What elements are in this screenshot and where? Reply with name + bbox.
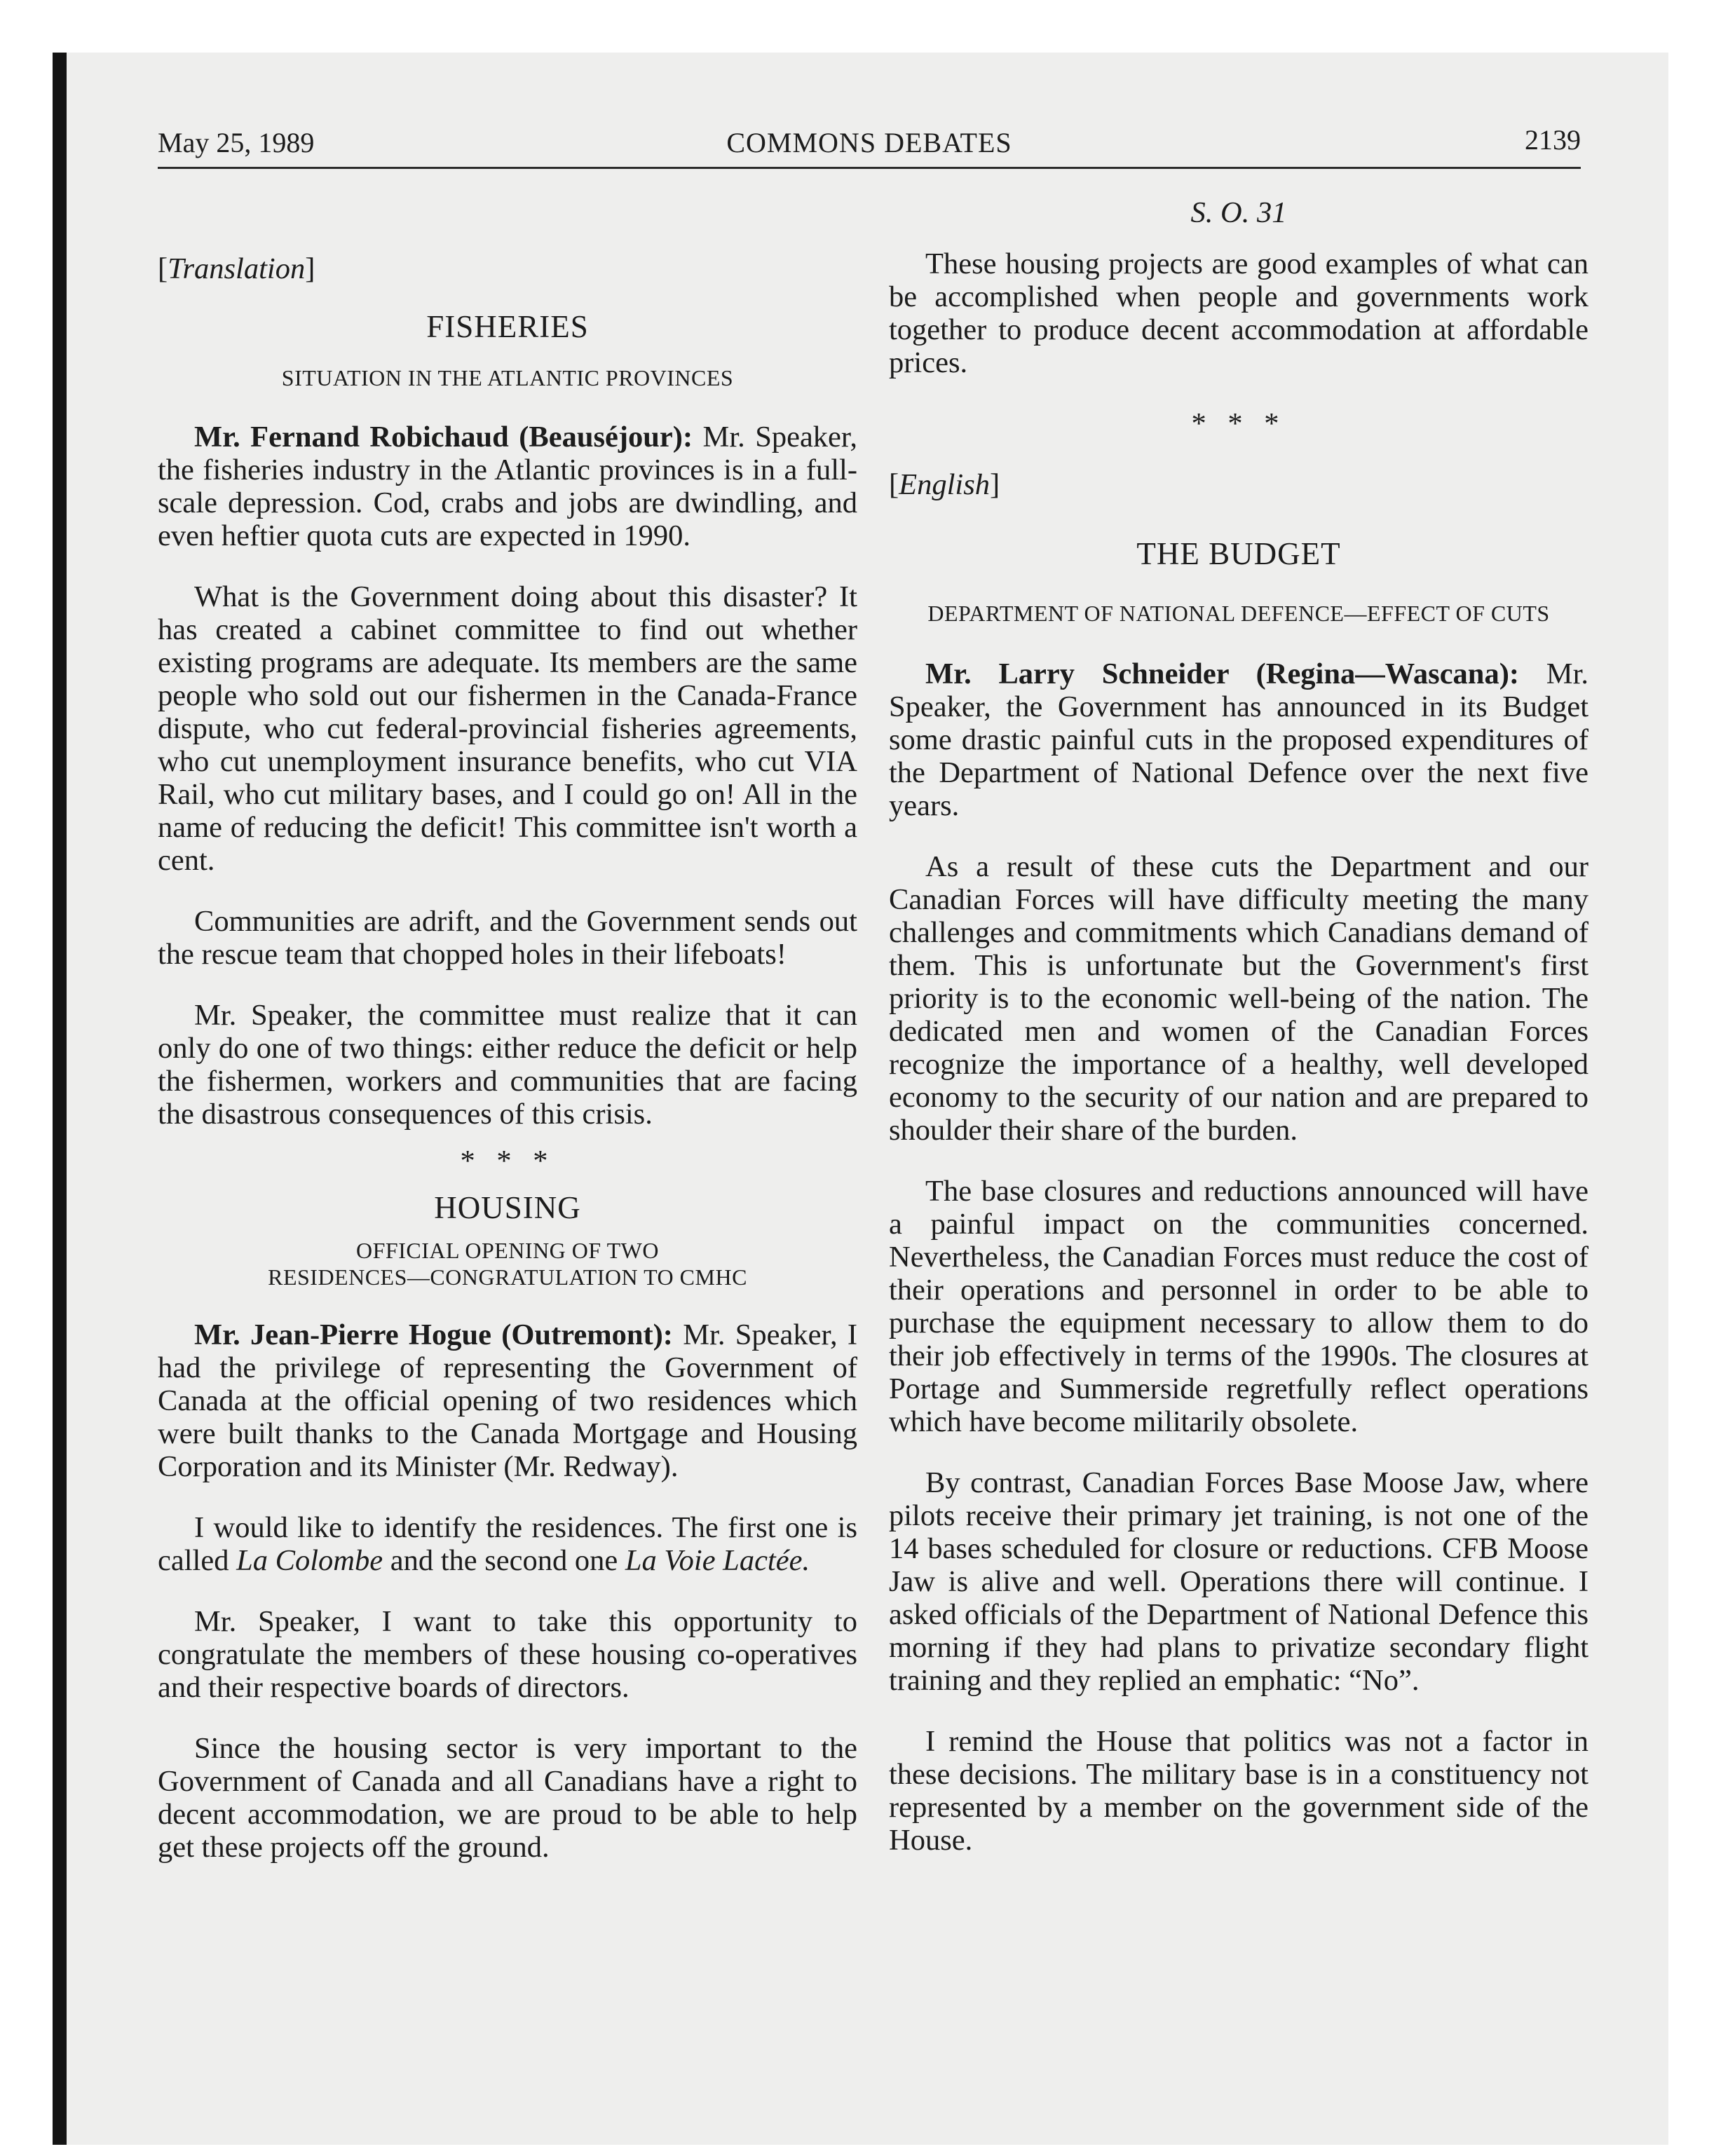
housing-speech-1-text: Mr. Speaker, I had the privilege of representing the Government of Canada at the official opening of two residences which were built thanks to the Canada Mortgage and Housing Corporation and its Minister (Mr. Redway).: [158, 1318, 858, 1483]
budget-speech-3: The base closures and reductions announced will have a painful impact on the communities concerned. Nevertheless, the Canadian Forces must reduce the cost of their operations and personnel in order to be able to purchase the equipment necessary to allow them to do their job effectively in terms of the 1990s. The closures at Portage and Summerside regretfully reflect operations which have become militarily obsolete.: [889, 1175, 1588, 1438]
fisheries-speech-1: [158, 421, 857, 552]
housing-speech-2: [158, 1511, 857, 1577]
housing-closing-paragraph: These housing projects are good examples of what can be accomplished when people and governments work together to produce decent accommodation at affordable prices.: [889, 247, 1588, 379]
header-page-number: 2139: [1525, 124, 1581, 156]
budget-speech-2: As a result of these cuts the Department and our Canadian Forces will have difficulty meeting the many challenges and commitments which Canadians demand of them. This is unfortunate but the Government's first priority is to the economic well-being of the nation. The dedicated men and women of the Canadian Forces recognize the importance of a healthy, well developed economy to the security of our nation and are prepared to shoulder their share of the burden.: [889, 850, 1588, 1147]
budget-heading: THE BUDGET: [1136, 536, 1341, 571]
housing-subheading-line1: OFFICIAL OPENING OF TWO: [356, 1238, 659, 1263]
header-title: COMMONS DEBATES: [726, 127, 1012, 158]
budget-speech-1: [889, 657, 1588, 822]
budget-speech-1-text: Mr. Speaker, the Government has announced in its Budget some drastic painful cuts in the proposed expenditures of the Department of National Defence over the next five years.: [889, 657, 1589, 822]
translation-tag-text: Translation: [168, 252, 306, 285]
english-tag-text: English: [899, 468, 991, 501]
section-separator: * * *: [460, 1145, 555, 1178]
speaker-hogue: Mr. Jean-Pierre Hogue (Outremont):: [194, 1318, 673, 1351]
speaker-schneider: Mr. Larry Schneider (Regina—Wascana):: [925, 657, 1520, 690]
fisheries-heading: FISHERIES: [426, 309, 589, 344]
residence-name-1: La Colombe: [236, 1544, 383, 1577]
fisheries-subheading: SITUATION IN THE ATLANTIC PROVINCES: [281, 365, 734, 390]
speaker-robichaud: Mr. Fernand Robichaud (Beauséjour):: [194, 421, 693, 453]
left-column: [158, 196, 857, 1864]
section-separator-right: * * *: [1191, 407, 1286, 440]
housing-speech-2-mid: and the second one: [383, 1544, 625, 1577]
header-date: May 25, 1989: [158, 127, 315, 158]
fisheries-speech-1-text: Mr. Speaker, the fisheries industry in the Atlantic provinces is in a full-scale depression. Cod, crabs and jobs are dwindling, and even heftier quota cuts are expected in 1990.: [158, 421, 858, 552]
translation-tag: [Translation]: [158, 252, 315, 285]
fisheries-speech-3: Communities are adrift, and the Government sends out the rescue team that chopped holes in their lifeboats!: [158, 905, 857, 971]
housing-speech-1: [158, 1318, 857, 1483]
housing-speech-3: Mr. Speaker, I want to take this opportunity to congratulate the members of these housing co-operatives and their respective boards of directors.: [158, 1605, 857, 1704]
english-tag: [English]: [889, 468, 1000, 501]
residence-name-2: La Voie Lactée.: [625, 1544, 810, 1577]
housing-subheading-line2: RESIDENCES—CONGRATULATION TO CMHC: [268, 1264, 747, 1290]
budget-speech-5: I remind the House that politics was not a factor in these decisions. The military base is in a constituency not represented by a member on the government side of the House.: [889, 1725, 1588, 1857]
standing-order-label: S. O. 31: [1190, 196, 1287, 229]
fisheries-speech-4: Mr. Speaker, the committee must realize that it can only do one of two things: either reduce the deficit or help the fishermen, workers and communities that are facing the disastrous consequences of this crisis.: [158, 999, 857, 1131]
housing-speech-4: Since the housing sector is very important to the Government of Canada and all Canadians have a right to decent accommodation, we are proud to be able to help get these projects off the ground.: [158, 1732, 857, 1864]
right-column: [889, 196, 1588, 1857]
housing-heading: HOUSING: [434, 1190, 581, 1225]
housing-speech-2-start: I would like to identify the residences. The first one is called: [158, 1511, 857, 1577]
budget-speech-4: By contrast, Canadian Forces Base Moose Jaw, where pilots receive their primary jet training, is not one of the 14 bases scheduled for closure or reductions. CFB Moose Jaw is alive and well. Operations there will continue. I asked officials of the Department of National Defence this morning if they had plans to privatize secondary flight training and they replied an emphatic: “No”.: [889, 1466, 1588, 1697]
budget-subheading: DEPARTMENT OF NATIONAL DEFENCE—EFFECT OF CUTS: [927, 601, 1550, 626]
fisheries-speech-2: What is the Government doing about this disaster? It has created a cabinet committee to find out whether existing programs are adequate. Its members are the same people who sold out our fishermen in the Canada-France dispute, who cut federal-provincial fisheries agreements, who cut unemployment insurance benefits, who cut VIA Rail, who cut military bases, and I could go on! All in the name of reducing the deficit! This committee isn't worth a cent.: [158, 580, 857, 877]
scan-edge: [53, 53, 67, 2145]
running-head: [158, 121, 1581, 169]
